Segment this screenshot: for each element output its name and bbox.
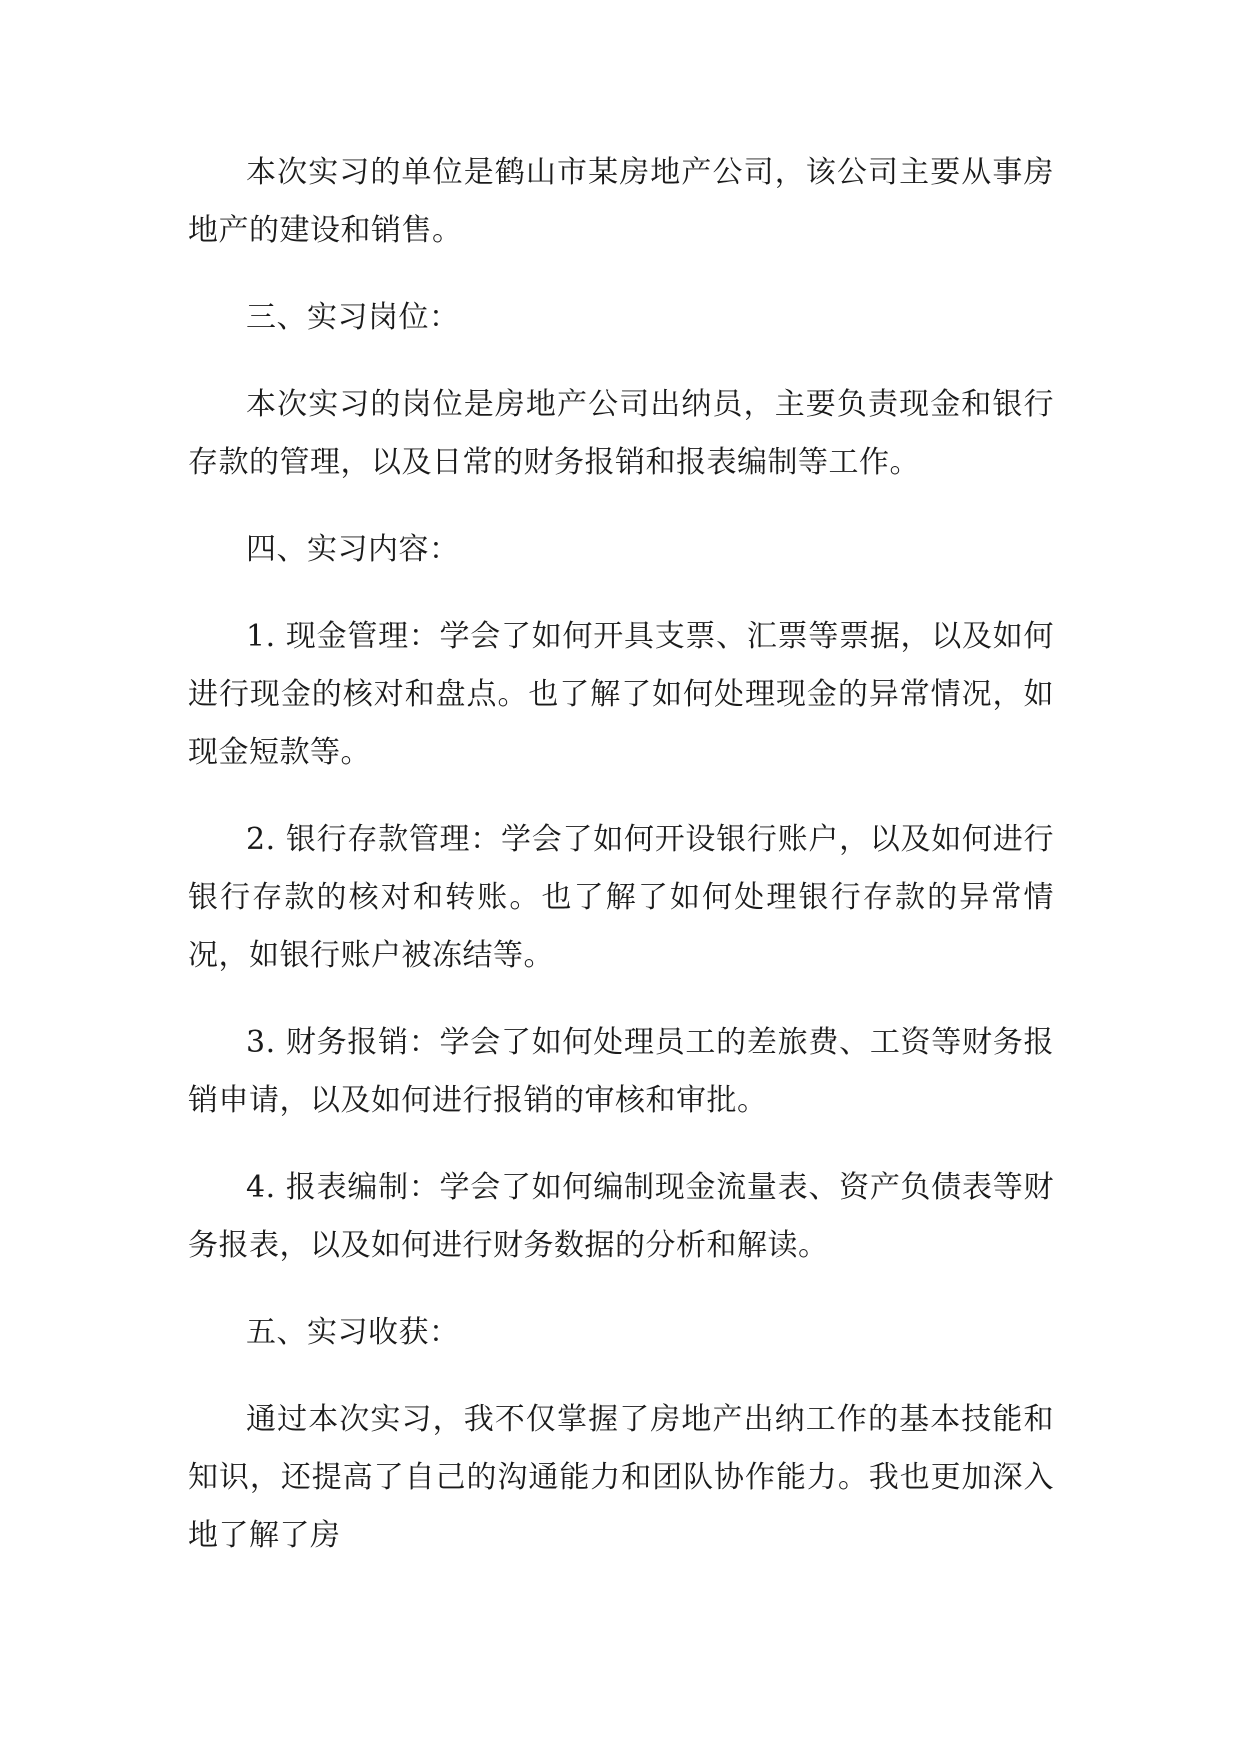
heading-content: 四、实习内容： (246, 532, 460, 567)
paragraph-bank-deposit: 2. 银行存款管理：学会了如何开设银行账户，以及如何进行银行存款的核对和转账。也了解了如何处理银行存款的异常情况，如银行账户被冻结等。 (188, 822, 1054, 973)
paragraph-reimbursement: 3. 财务报销：学会了如何处理员工的差旅费、工资等财务报销申请，以及如何进行报销的审核和审批。 (188, 1025, 1054, 1118)
document-body (188, 144, 1054, 1594)
paragraph-cash-management: 1. 现金管理：学会了如何开具支票、汇票等票据，以及如何进行现金的核对和盘点。也了解了如何处理现金的异常情况，如现金短款等。 (188, 619, 1054, 770)
paragraph-position: 本次实习的岗位是房地产公司出纳员，主要负责现金和银行存款的管理，以及日常的财务报销和报表编制等工作。 (188, 387, 1054, 480)
paragraph-reporting: 4. 报表编制：学会了如何编制现金流量表、资产负债表等财务报表，以及如何进行财务数据的分析和解读。 (188, 1170, 1054, 1263)
paragraph-gains: 通过本次实习，我不仅掌握了房地产出纳工作的基本技能和知识，还提高了自己的沟通能力和团队协作能力。我也更加深入地了解了房 (188, 1402, 1054, 1553)
heading-position: 三、实习岗位： (246, 300, 460, 335)
paragraph-company: 本次实习的单位是鹤山市某房地产公司，该公司主要从事房地产的建设和销售。 (188, 155, 1054, 248)
heading-gains: 五、实习收获： (246, 1315, 460, 1350)
